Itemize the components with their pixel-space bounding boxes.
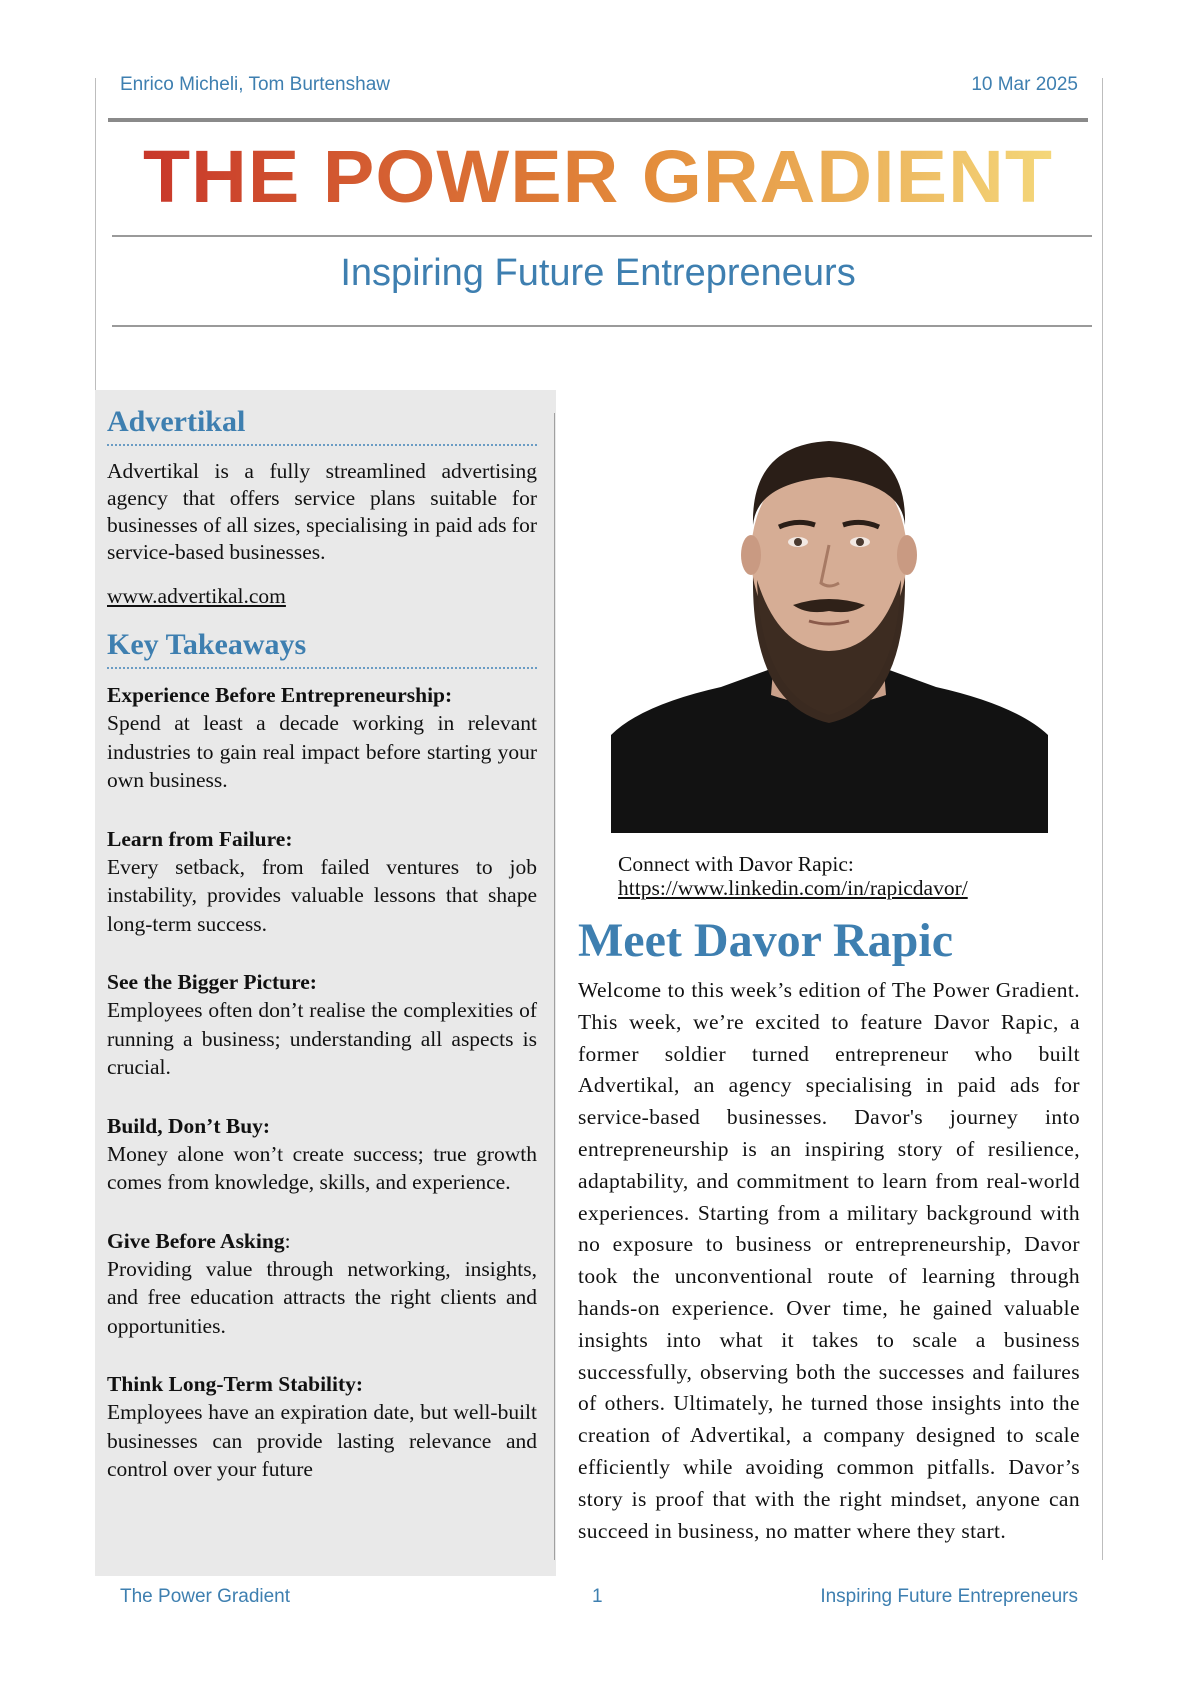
takeaway-body: Spend at least a decade working in relevant industries to gain real impact before starting your own business. [107,711,537,792]
sidebar-panel [95,390,556,1576]
header-authors: Enrico Micheli, Tom Burtenshaw [120,74,390,95]
masthead-top-rule [108,118,1088,122]
dotted-divider [107,667,537,669]
connect-label: Connect with Davor Rapic: [618,852,854,876]
article-title: Meet Davor Rapic [578,914,953,967]
page-number: 1 [592,1586,603,1607]
takeaway-body: Every setback, from failed ventures to job instability, provides valuable lessons that shape long-term success. [107,854,537,936]
takeaway-body: Employees often don’t realise the complexities of running a business; understanding all aspects is crucial. [107,998,537,1079]
company-website-link[interactable]: www.advertikal.com [107,584,286,608]
takeaway-title: Give Before Asking [107,1228,285,1253]
takeaway-body: Money alone won’t create success; true growth comes from knowledge, skills, and experience. [107,1141,537,1194]
takeaway-title: Learn from Failure: [107,826,293,851]
masthead-title [108,124,1088,234]
footer-right: Inspiring Future Entrepreneurs [820,1586,1078,1607]
page-frame-right [1102,78,1103,1560]
company-heading: Advertikal [107,405,246,438]
takeaway-title: Think Long-Term Stability: [107,1372,364,1396]
takeaway-title: Experience Before Entrepreneurship: [107,683,453,707]
masthead-rule-1 [112,235,1092,237]
takeaway-title-row [107,1227,537,1255]
masthead-subtitle: Inspiring Future Entrepreneurs [340,252,856,294]
footer-left: The Power Gradient [120,1586,291,1607]
takeaway-item [107,681,537,795]
dotted-divider [107,444,537,446]
company-description: Advertikal is a fully streamlined advertising agency that offers service plans suitable for businesses of all sizes, specialising in paid ads for service-based businesses. [107,459,537,564]
takeaway-title-suffix: : [284,1228,291,1253]
page-frame-left-top [95,78,96,390]
takeaway-body: Providing value through networking, insights, and free education attracts the right clients and opportunities. [107,1256,537,1338]
linkedin-link[interactable]: https://www.linkedin.com/in/rapicdavor/ [618,876,968,900]
page-footer [120,1586,1078,1612]
takeaway-body: Employees have an expiration date, but well-built businesses can provide lasting relevance and control over your future [107,1400,537,1481]
takeaways-heading: Key Takeaways [107,628,307,661]
takeaway-title: See the Bigger Picture: [107,970,317,994]
takeaway-item [107,1112,537,1197]
takeaway-item [107,825,537,939]
header-date: 10 Mar 2025 [971,74,1078,95]
masthead-rule-2 [112,325,1092,327]
column-divider [554,413,555,1560]
takeaway-item [107,968,537,1082]
takeaway-item [107,1370,537,1484]
connect-block [618,852,968,900]
takeaway-title: Build, Don’t Buy: [107,1113,271,1138]
portrait-photo [611,405,1048,833]
page-header [120,74,1078,100]
takeaway-item [107,1227,537,1341]
masthead-title-text: THE POWER GRADIENT [143,135,1053,218]
article-body: Welcome to this week’s edition of The Power Gradient. This week, we’re excited to feature Davor Rapic, a former soldier turned entrepreneur who built Advertikal, an agency specialising in paid ads for service-based businesses. Davor's journey into entrepreneurship is an inspiring story of resilience, adaptability, and commitment to learn from real-world experiences. Starting from a military background with no exposure to business or entrepreneurship, Davor took the unconventional route of learning through hands-on experience. Over time, he gained valuable insights into what it takes to scale a business successfully, observing both the successes and failures of others. Ultimately, he turned those insights into the creation of Advertikal, a company designed to scale efficiently while avoiding common pitfalls. Davor’s story is proof that with the right mindset, anyone can succeed in business, no matter where they start. [578,978,1080,1543]
